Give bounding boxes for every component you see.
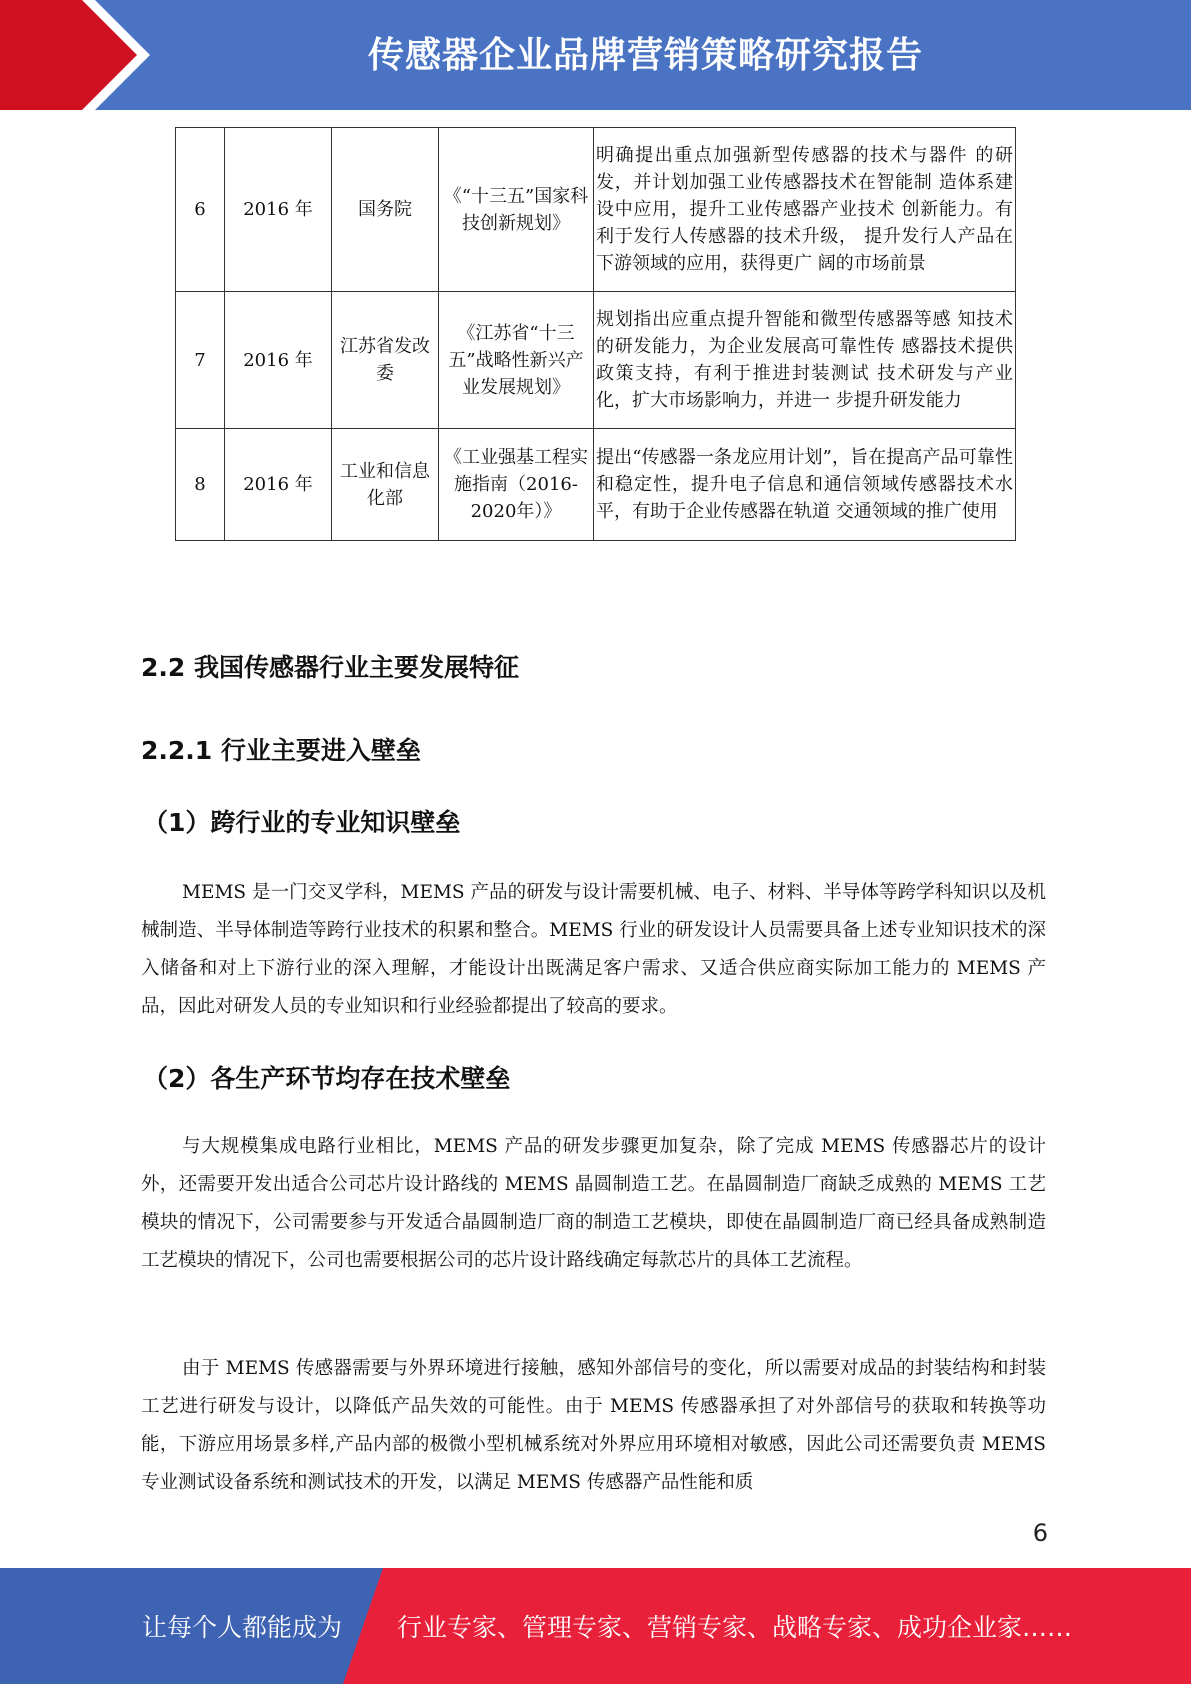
paragraph-2: 与大规模集成电路行业相比，MEMS 产品的研发步骤更加复杂，除了完成 MEMS 传感器芯片的设计外，还需要开发出适合公司芯片设计路线的 MEMS 晶圆制造工艺。在晶圆制造厂商缺乏成熟的 MEMS 工艺模块的情况下，公司需要参与开发适合晶圆制造厂商的制造工艺模块，即使在晶圆制造厂商已经具备成熟制造工艺模块的情况下，公司也需要根据公司的芯片设计路线确定每款芯片的具体工艺流程。	[141, 1136, 1046, 1271]
row-description: 明确提出重点加强新型传感器的技术与器件 的研发，并计划加强工业传感器技术在智能制 造体系建设中应用，提升工业传感器产业技术 创新能力。有利于发行人传感器的技术升级， 提升发行人产品在下游领域的应用，获得更广 阔的市场前景	[594, 128, 1016, 292]
table-row	[176, 429, 1016, 541]
row-year: 2016 年	[225, 128, 332, 292]
row-year: 2016 年	[225, 429, 332, 541]
subsection-heading-2: （2）各生产环节均存在技术壁垒	[143, 1064, 511, 1093]
section-heading-2-2-1: 2.2.1 行业主要进入壁垒	[141, 736, 421, 765]
footer-slogan-left: 让每个人都能成为	[142, 1613, 343, 1642]
row-number: 7	[176, 292, 225, 429]
row-year: 2016 年	[225, 292, 332, 429]
row-description: 提出“传感器一条龙应用计划”，旨在提高产品可靠性和稳定性，提升电子信息和通信领域传感器技术水平，有助于企业传感器在轨道 交通领域的推广使用	[594, 429, 1016, 541]
subsection-heading-1: （1）跨行业的专业知识壁垒	[143, 808, 461, 837]
page-header	[0, 0, 1191, 110]
policy-table	[175, 127, 1016, 541]
header-arrow-decoration	[0, 0, 150, 110]
row-department: 江苏省发改委	[332, 292, 439, 429]
row-department: 国务院	[332, 128, 439, 292]
row-document: 《“十三五”国家科技创新规划》	[439, 128, 594, 292]
paragraph-3: 由于 MEMS 传感器需要与外界环境进行接触，感知外部信号的变化，所以需要对成品的封装结构和封装工艺进行研发与设计，以降低产品失效的可能性。由于 MEMS 传感器承担了对外部信号的获取和转换等功能，下游应用场景多样,产品内部的极微小型机械系统对外界应用环境相对敏感，因此公司还需要负责 MEMS 专业测试设备系统和测试技术的开发，以满足 MEMS 传感器产品性能和质	[141, 1358, 1046, 1493]
row-number: 8	[176, 429, 225, 541]
report-title: 传感器企业品牌营销策略研究报告	[367, 35, 923, 76]
section-heading-2-2: 2.2 我国传感器行业主要发展特征	[141, 653, 519, 682]
row-number: 6	[176, 128, 225, 292]
table-row	[176, 292, 1016, 429]
row-document: 《江苏省“十三五”战略性新兴产业发展规划》	[439, 292, 594, 429]
row-description: 规划指出应重点提升智能和微型传感器等感 知技术的研发能力，为企业发展高可靠性传 感器技术提供政策支持，有利于推进封装测试 技术研发与产业化，扩大市场影响力，并进一 步提升研发能力	[594, 292, 1016, 429]
page-footer	[0, 1568, 1191, 1684]
footer-slogan-right: 行业专家、管理专家、营销专家、战略专家、成功企业家……	[397, 1613, 1073, 1642]
row-department: 工业和信息化部	[332, 429, 439, 541]
page-number: 6	[1032, 1519, 1048, 1547]
row-document: 《工业强基工程实施指南（2016-2020年）》	[439, 429, 594, 541]
table-row	[176, 128, 1016, 292]
paragraph-1: MEMS 是一门交叉学科，MEMS 产品的研发与设计需要机械、电子、材料、半导体等跨学科知识以及机械制造、半导体制造等跨行业技术的积累和整合。MEMS 行业的研发设计人员需要具备上述专业知识技术的深入储备和对上下游行业的深入理解，才能设计出既满足客户需求、又适合供应商实际加工能力的 MEMS 产品，因此对研发人员的专业知识和行业经验都提出了较高的要求。	[141, 882, 1046, 1017]
